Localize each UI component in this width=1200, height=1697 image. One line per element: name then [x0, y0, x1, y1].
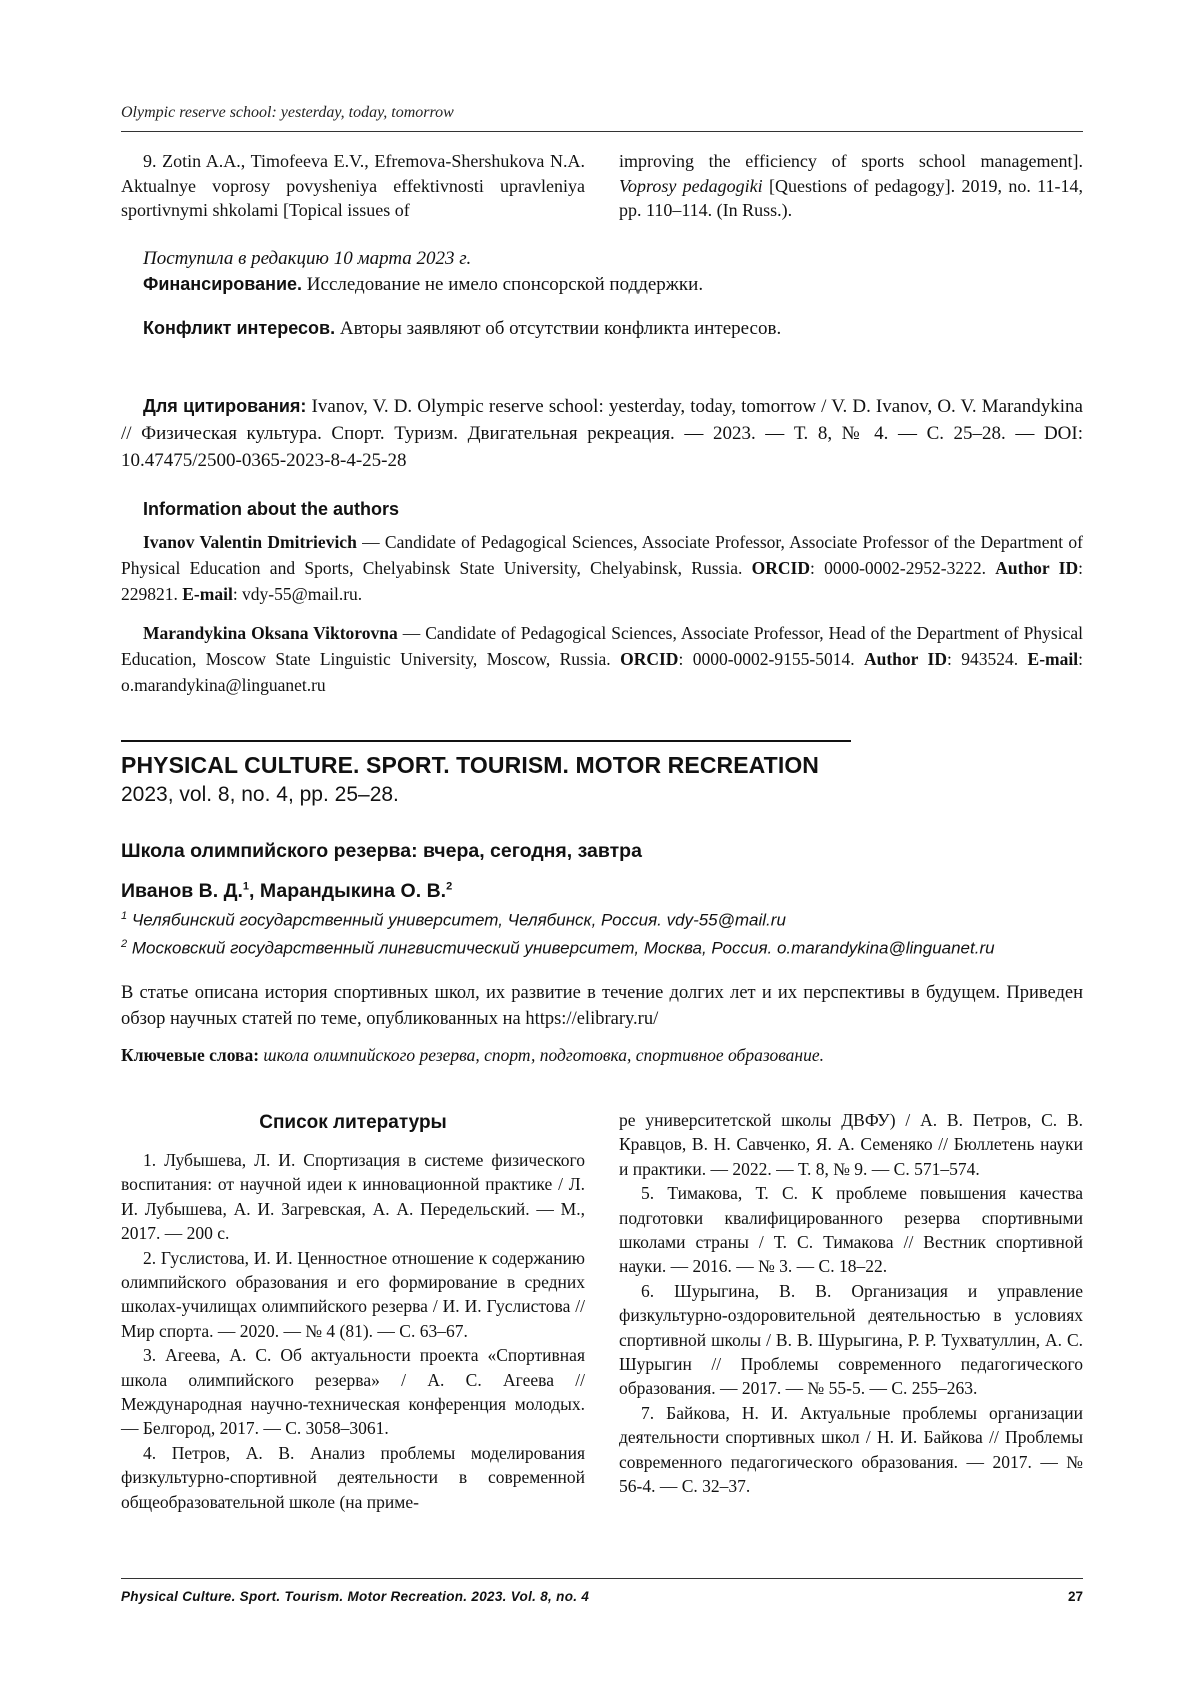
author-1-name: Ivanov Valentin Dmitrievich	[143, 532, 357, 552]
reference-item: 3. Агеева, А. С. Об актуальности проекта «Спортивная школа олимпийского резерва» / А. С. Агеева // Международная научно-техническая конференция молодых. — Белгород, 2017. — С. 3058–3061.	[121, 1345, 585, 1439]
funding-label: Финансирование.	[143, 274, 303, 294]
author-2-desc: — Candidate of Pedagogical Sciences, Associate Professor, Head of the Department of Physical Education, Moscow State Linguistic University, Moscow, Russia.	[121, 623, 1083, 669]
reference-4-continuation: ре университетской школы ДВФУ) / А. В. Петров, С. В. Кравцов, В. Н. Савченко, Я. А. Семеняко // Бюллетень науки и практики. — 2022. — Т. 8, № 9. — С. 571–574.	[619, 1110, 1083, 1179]
abstract: В статье описана история спортивных школ, их развитие в течение долгих лет и их перспективы в будущем. Приведен обзор научных статей по теме, опубликованных на https://elibrary.ru/	[121, 983, 1083, 1029]
authors-section-title: Information about the authors	[143, 499, 399, 519]
top-reference-left	[121, 149, 585, 223]
funding-line	[121, 271, 1083, 298]
reference-item: 4. Петров, А. В. Анализ проблемы моделирования физкультурно-спортивной деятельности в современной общеобразовательной школе (на приме-	[121, 1442, 585, 1512]
references-left-column	[121, 1148, 585, 1514]
author-2-email: : o.marandykina@linguanet.ru	[121, 649, 1083, 695]
reference-item: 2. Гуслистова, И. И. Ценностное отношение к содержанию олимпийского образования и его формирование в средних школах-училищах олимпийского резерва / И. И. Гуслистова // Мир спорта. — 2020. — № 4 (81). — С. 63–67.	[121, 1247, 585, 1341]
affiliation-2-text: Московский государственный лингвистический университет, Москва, Россия. o.marandykina@linguanet.ru	[127, 938, 995, 958]
received-date: Поступила в редакцию 10 марта 2023 г.	[143, 248, 472, 269]
reference-9-journal: Voprosy pedagogiki	[619, 175, 763, 196]
reference-item: 6. Шурыгина, В. В. Организация и управление физкультурно-оздоровительной деятельностью в условиях спортивной школы / В. В. Шурыгина, Р. Р. Тухватуллин, А. С. Шурыгин // Проблемы современного педагогического образования. — 2017. — № 55-5. — С. 255–263.	[619, 1280, 1083, 1399]
affiliation-1-text: Челябинский государственный университет, Челябинск, Россия. vdy-55@mail.ru	[127, 910, 786, 930]
top-reference-right	[619, 149, 1083, 223]
reference-9-tail: [Questions of pedagogy]. 2019, no. 11-14, pp. 110–114. (In Russ.).	[619, 175, 1083, 220]
author-2-orcid: : 0000-0002-9155-5014.	[678, 649, 864, 669]
author-1-authorid: : 229821.	[121, 558, 1083, 604]
author-1-orcid: : 0000-0002-2952-3222.	[809, 558, 996, 578]
header-rule	[121, 131, 1083, 132]
author-2-info	[121, 620, 1083, 698]
citation-text: Ivanov, V. D. Olympic reserve school: yesterday, today, tomorrow / V. D. Ivanov, O. V. Marandykina // Физическая культура. Спорт. Туризм. Двигательная рекреация. — 2023. — Т. 8, № 4. — С. 25–28. — DOI: 10.47475/2500-0365-2023-8-4-25-28	[121, 396, 1083, 471]
author-1-affil-mark: 1	[242, 880, 250, 893]
article-title-ru: Школа олимпийского резерва: вчера, сегодня, завтра	[121, 840, 642, 862]
conflict-line	[121, 315, 1083, 342]
author-2-email-label: E-mail	[1027, 649, 1079, 669]
authors-ru	[121, 880, 452, 903]
reference-item: 5. Тимакова, Т. С. К проблеме повышения качества подготовки квалифицированного резерва спортивными школами страны / Т. С. Тимакова // Вестник спортивной науки. — 2016. — № 3. — С. 18–22.	[619, 1183, 1083, 1277]
footer-rule	[121, 1578, 1083, 1579]
citation-label: Для цитирования:	[143, 396, 307, 416]
author-2-authorid: : 943524.	[946, 649, 1028, 669]
journal-issue: 2023, vol. 8, no. 4, pp. 25–28.	[121, 783, 399, 806]
author-1-desc: — Candidate of Pedagogical Sciences, Associate Professor, Associate Professor of the Department of Physical Education and Sports, Chelyabinsk State University, Chelyabinsk, Russia.	[121, 532, 1083, 578]
author-2-ru: , Марандыкина О. В.	[249, 880, 447, 902]
journal-title: PHYSICAL CULTURE. SPORT. TOURISM. MOTOR RECREATION	[121, 752, 820, 778]
reference-item: 1. Лубышева, Л. И. Спортизация в системе физического воспитания: от научной идеи к инновационной практике / Л. И. Лубышева, А. И. Загревская, А. А. Передельский. — М., 2017. — 200 с.	[121, 1150, 585, 1244]
page-number: 27	[1067, 1589, 1083, 1604]
author-2-name: Marandykina Oksana Viktorovna	[143, 623, 398, 643]
footer-journal: Physical Culture. Sport. Tourism. Motor Recreation. 2023. Vol. 8, no. 4	[121, 1589, 590, 1604]
affiliation-2-num: 2	[121, 938, 128, 950]
running-header: Olympic reserve school: yesterday, today, tomorrow	[121, 104, 454, 121]
author-2-affil-mark: 2	[446, 880, 453, 893]
author-1-email: : vdy-55@mail.ru.	[232, 584, 363, 604]
reference-9-end	[619, 149, 1083, 223]
author-2-authorid-label: Author ID	[863, 649, 947, 669]
author-1-email-label: E-mail	[182, 584, 233, 604]
keywords-label: Ключевые слова:	[121, 1045, 260, 1065]
conflict-label: Конфликт интересов.	[143, 318, 336, 338]
affiliation-1-num: 1	[121, 910, 128, 922]
affiliation-2	[121, 938, 995, 959]
keywords-text: школа олимпийского резерва, спорт, подготовка, спортивное образование.	[259, 1045, 825, 1065]
author-1-authorid-label: Author ID	[995, 558, 1079, 578]
citation-block	[121, 393, 1083, 474]
journal-rule	[121, 740, 851, 742]
references-title: Список литературы	[259, 1112, 447, 1133]
author-1-orcid-label: ORCID	[751, 558, 810, 578]
affiliation-1	[121, 910, 786, 931]
author-1-info	[121, 529, 1083, 607]
reference-9-text: improving the efficiency of sports school management].	[619, 151, 1083, 171]
funding-text: Исследование не имело спонсорской поддержки.	[302, 274, 704, 295]
references-right-column	[619, 1108, 1083, 1499]
keywords	[121, 1045, 1083, 1066]
author-1-ru: Иванов В. Д.	[121, 880, 243, 902]
conflict-text: Авторы заявляют об отсутствии конфликта интересов.	[335, 318, 782, 339]
reference-item: 7. Байкова, Н. И. Актуальные проблемы организации деятельности спортивных школ / Н. И. Байкова // Проблемы современного педагогического образования. — 2017. — № 56-4. — С. 32–37.	[619, 1402, 1083, 1497]
reference-9-start: 9. Zotin A.A., Timofeeva E.V., Efremova-Shershukova N.A. Aktualnye voprosy povysheniya effektivnosti upravleniya sportivnymi shkolami [Topical issues of	[121, 151, 585, 220]
author-2-orcid-label: ORCID	[620, 649, 679, 669]
